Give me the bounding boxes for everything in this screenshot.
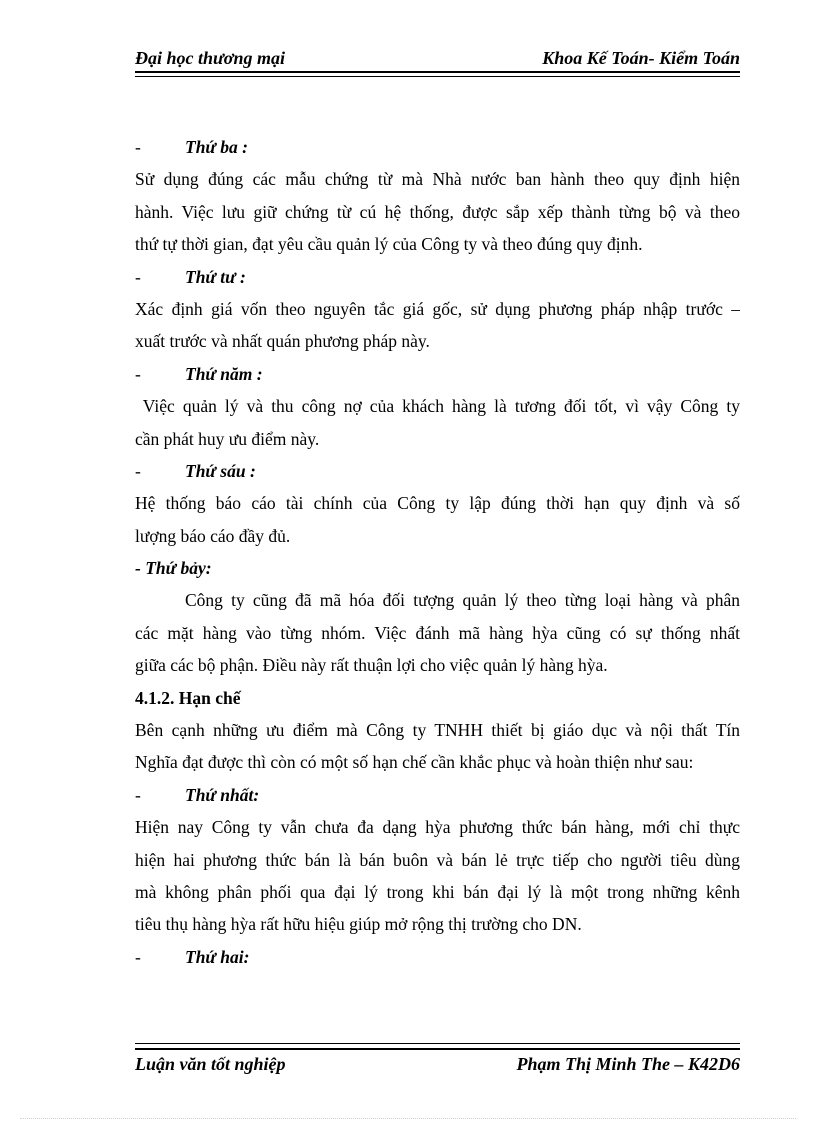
paragraph-line: xuất trước và nhất quán phương pháp này. bbox=[135, 331, 430, 352]
paragraph-line: Sử dụng đúng các mẫu chứng từ mà Nhà nước ban hành theo quy định hiện bbox=[135, 169, 740, 190]
paragraph-line: lượng báo cáo đầy đủ. bbox=[135, 525, 291, 546]
paragraph-line: Bên cạnh những ưu điểm mà Công ty TNHH thiết bị giáo dục và nội thất Tín bbox=[135, 720, 740, 741]
heading-label: Thứ sáu : bbox=[185, 460, 256, 481]
page-bottom-dotted-border bbox=[20, 1118, 796, 1119]
paragraph-line: các mặt hàng vào từng nhóm. Việc đánh mã hàng hỳa cũng có sự thống nhất bbox=[135, 622, 740, 643]
heading-label: Thứ năm : bbox=[185, 363, 263, 384]
footer-thesis-label: Luận văn tốt nghiệp bbox=[135, 1054, 286, 1074]
heading-label: Thứ ba : bbox=[185, 137, 248, 157]
footer-rule-thick bbox=[135, 1048, 740, 1050]
heading-thu-ba bbox=[135, 131, 740, 163]
page-header bbox=[135, 48, 740, 70]
header-faculty: Khoa Kế Toán- Kiểm Toán bbox=[542, 48, 740, 68]
section-heading-han-che: 4.1.2. Hạn chế bbox=[135, 687, 241, 708]
paragraph-line: Việc quản lý và thu công nợ của khách hàng là tương đối tốt, vì vậy Công ty bbox=[135, 396, 740, 417]
paragraph-line: Công ty cũng đã mã hóa đối tượng quản lý theo từng loại hàng và phân bbox=[185, 590, 740, 611]
header-university: Đại học thương mại bbox=[135, 48, 285, 68]
paragraph-line: Hiện nay Công ty vẫn chưa đa dạng hỳa phương thức bán hàng, mới chỉ thực bbox=[135, 817, 740, 838]
heading-label: Thứ bảy: bbox=[145, 558, 212, 579]
page-footer bbox=[135, 1054, 740, 1076]
heading-thu-sau bbox=[135, 455, 740, 487]
heading-thu-bay bbox=[135, 552, 740, 584]
bullet-dash: - bbox=[135, 363, 141, 384]
bullet-dash: - bbox=[135, 784, 141, 805]
heading-thu-nhat bbox=[135, 779, 740, 811]
heading-dash: - bbox=[135, 558, 146, 579]
paragraph-line: thứ tự thời gian, đạt yêu cầu quản lý của Công ty và theo đúng quy định. bbox=[135, 234, 643, 255]
paragraph-line: giữa các bộ phận. Điều này rất thuận lợi cho việc quản lý hàng hỳa. bbox=[135, 655, 608, 676]
paragraph-line: tiêu thụ hàng hỳa rất hữu hiệu giúp mở rộng thị trường cho DN. bbox=[135, 914, 582, 935]
heading-thu-nam bbox=[135, 358, 740, 390]
header-rule-thin bbox=[135, 76, 740, 77]
paragraph-line: Nghĩa đạt được thì còn có một số hạn chế cần khắc phục và hoàn thiện như sau: bbox=[135, 752, 694, 773]
paragraph-line: cần phát huy ưu điểm này. bbox=[135, 428, 320, 449]
heading-label: Thứ hai: bbox=[185, 946, 250, 967]
heading-label: Thứ tư : bbox=[185, 266, 246, 287]
header-rule-thick bbox=[135, 71, 740, 73]
bullet-dash: - bbox=[135, 137, 141, 157]
paragraph-line: hiện hai phương thức bán là bán buôn và bán lẻ trực tiếp cho người tiêu dùng bbox=[135, 849, 740, 870]
bullet-dash: - bbox=[135, 460, 141, 481]
paragraph-line: mà không phân phối qua đại lý trong khi bán đại lý là một trong những kênh bbox=[135, 881, 740, 902]
heading-thu-tu bbox=[135, 261, 740, 293]
paragraph-line: Hệ thống báo cáo tài chính của Công ty lập đúng thời hạn quy định và số bbox=[135, 493, 740, 514]
paragraph-line: hành. Việc lưu giữ chứng từ cú hệ thống, được sắp xếp thành từng bộ và theo bbox=[135, 201, 740, 222]
footer-author: Phạm Thị Minh The – K42D6 bbox=[516, 1054, 740, 1074]
bullet-dash: - bbox=[135, 266, 141, 287]
page-body bbox=[135, 131, 740, 973]
bullet-dash: - bbox=[135, 946, 141, 967]
paragraph-line: Xác định giá vốn theo nguyên tắc giá gốc, sử dụng phương pháp nhập trước – bbox=[135, 298, 740, 319]
footer-rule-thin bbox=[135, 1043, 740, 1044]
heading-thu-hai bbox=[135, 941, 740, 973]
heading-label: Thứ nhất: bbox=[185, 784, 260, 805]
